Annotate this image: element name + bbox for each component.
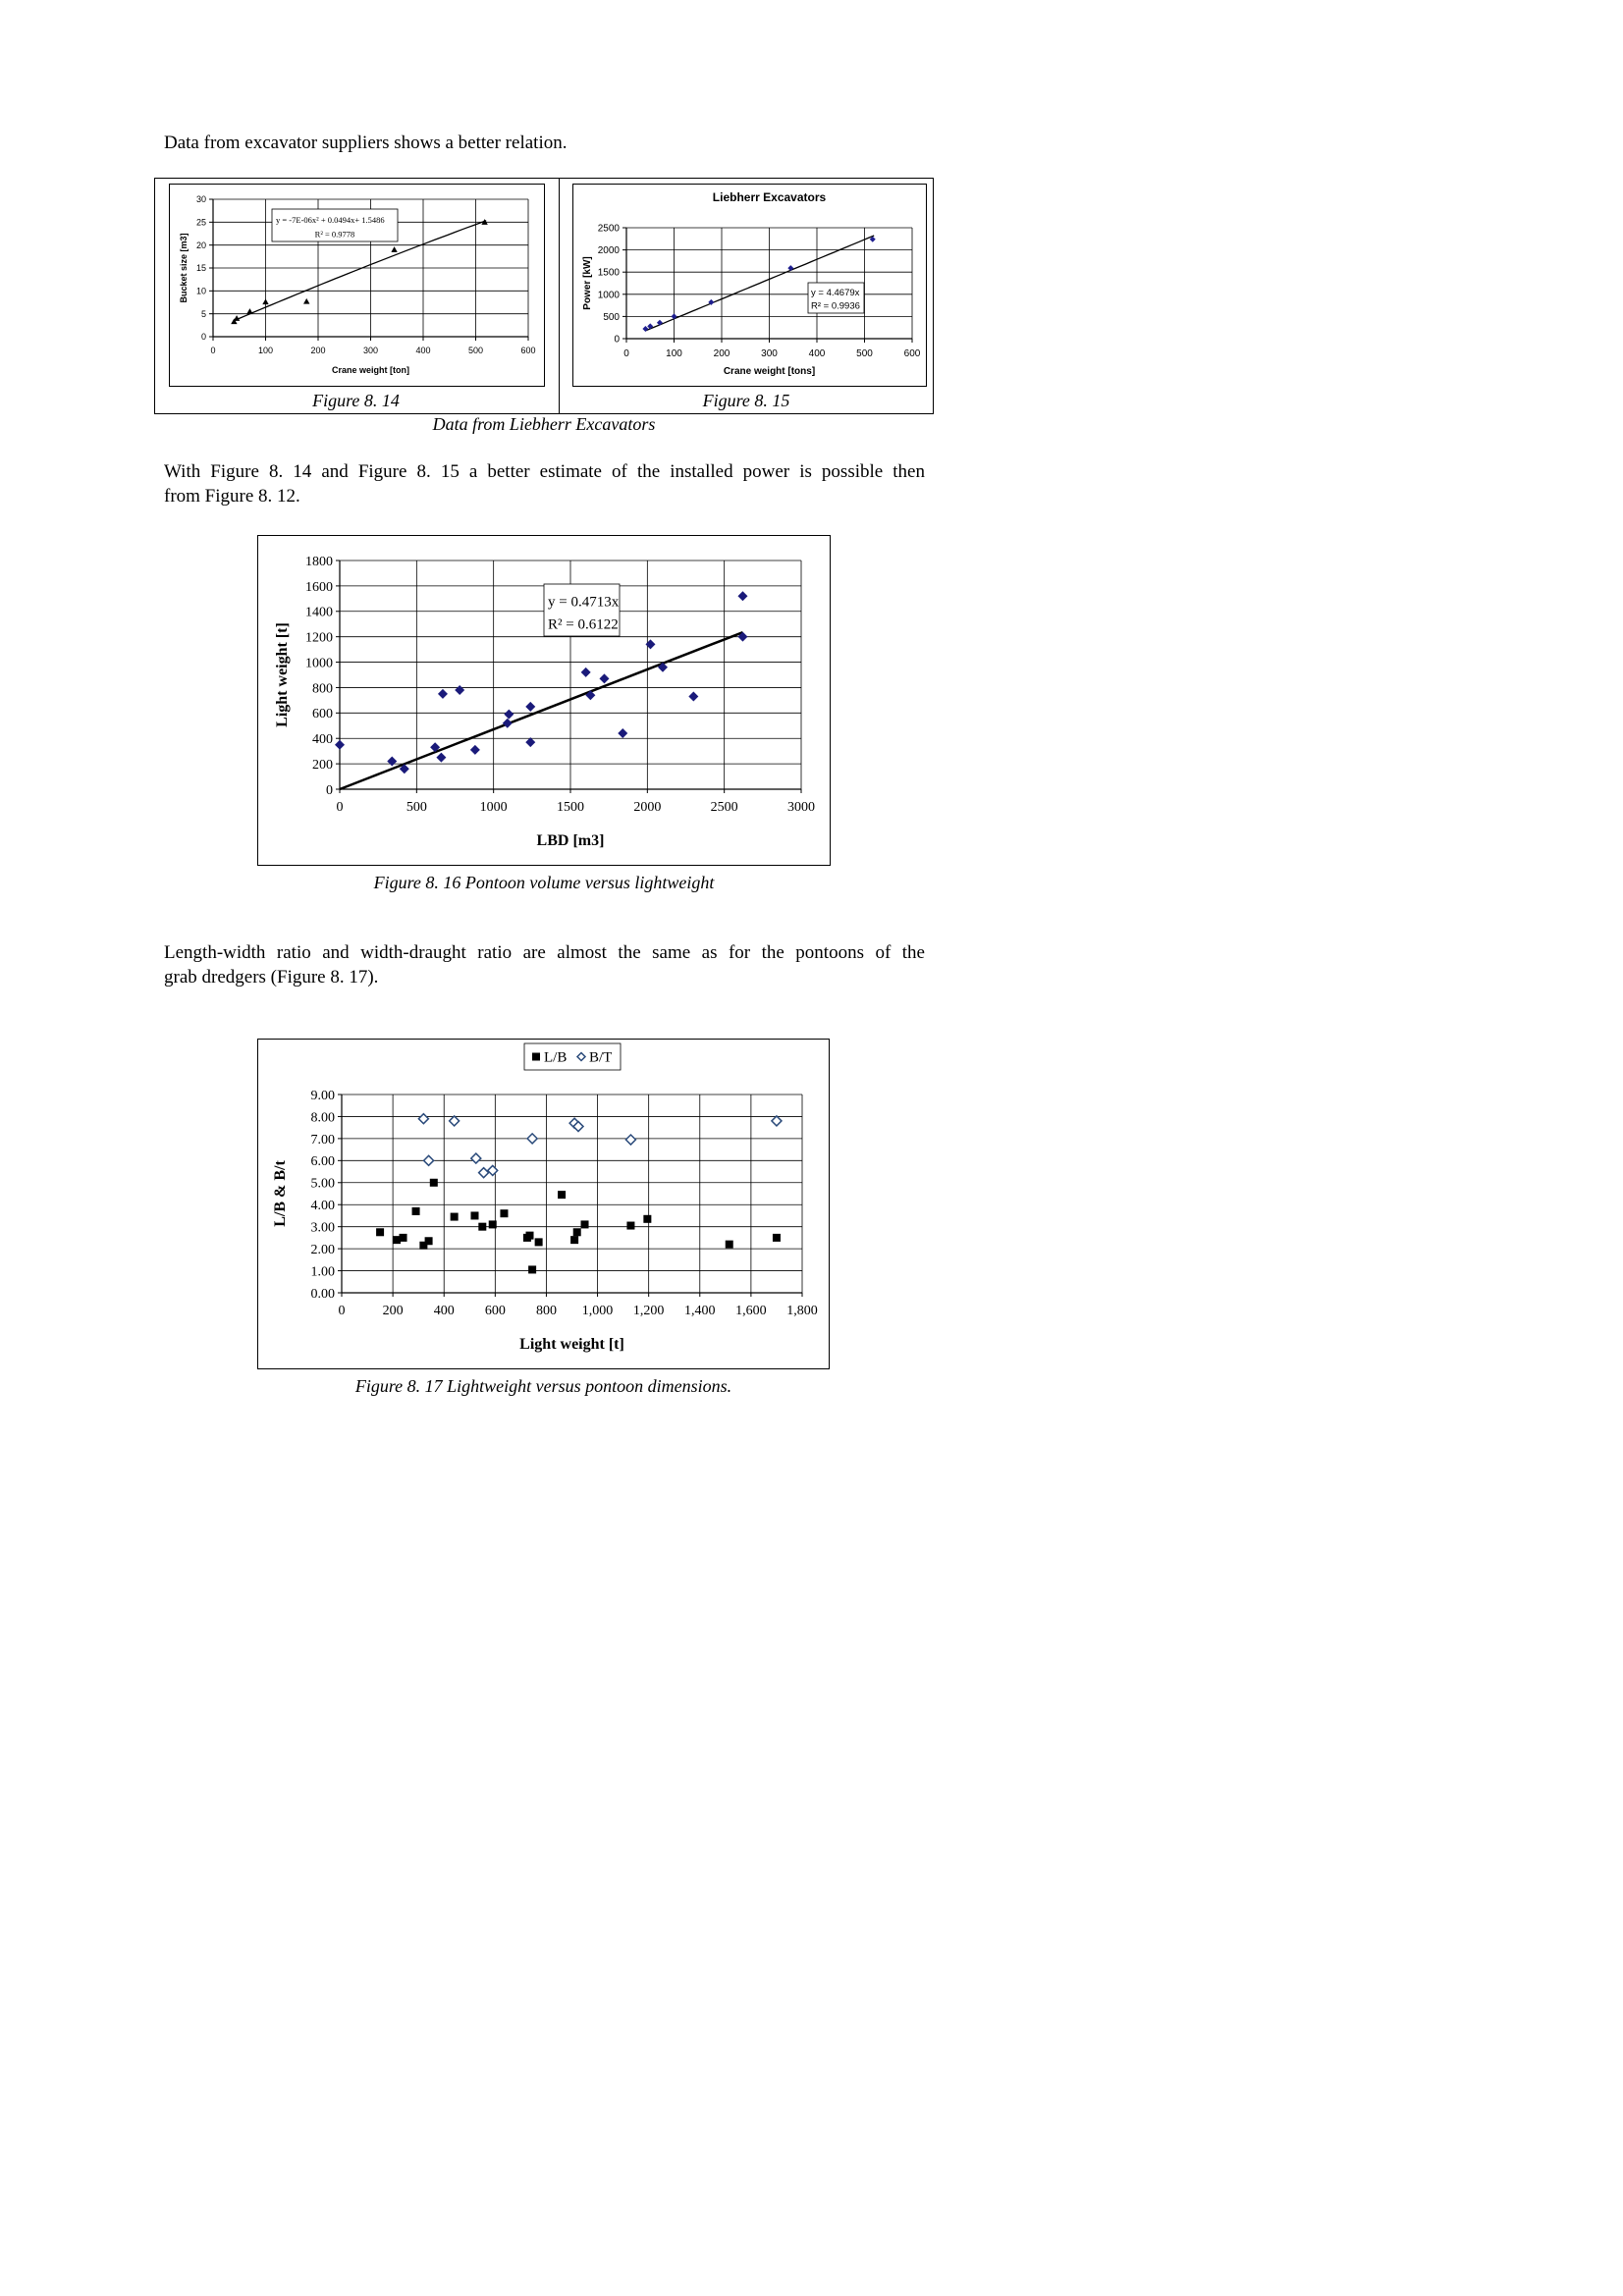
chart-title: Liebherr Excavators [712, 190, 827, 204]
data-point-lb [573, 1228, 581, 1236]
x-tick-label: 1500 [557, 800, 584, 815]
y-tick-label: 2.00 [310, 1243, 335, 1258]
paragraph-3-line-1: Length-width ratio and width-draught ratio are almost the same as for the pontoons of the [164, 942, 925, 963]
x-tick-label: 500 [406, 800, 427, 815]
x-tick-label: 3000 [787, 800, 815, 815]
x-tick-label: 100 [257, 346, 274, 355]
x-tick-label: 1,000 [581, 1304, 614, 1318]
x-tick-label: 2500 [710, 800, 738, 815]
y-axis-label: L/B & B/t [272, 1160, 289, 1227]
x-tick-label: 400 [808, 348, 826, 359]
paragraph-2-line-2: from Figure 8. 12. [164, 486, 300, 507]
data-point-lb [376, 1228, 384, 1236]
x-tick-label: 500 [856, 348, 873, 359]
data-point-lb [430, 1179, 438, 1187]
x-tick-label: 300 [761, 348, 778, 359]
y-tick-label: 1.00 [310, 1264, 335, 1280]
y-tick-label: 200 [312, 758, 333, 774]
data-point-lb [528, 1265, 536, 1273]
x-tick-label: 200 [310, 346, 326, 355]
x-tick-label: 800 [535, 1304, 557, 1318]
y-tick-label: 800 [312, 681, 333, 697]
x-tick-label: 200 [382, 1304, 404, 1318]
y-axis-label: Power [kW] [582, 256, 593, 310]
chart-figure-8-15 [572, 184, 927, 387]
equation-text: y = -7E-06x² + 0.0494x+ 1.5486 [276, 214, 385, 225]
data-point-lb [773, 1234, 781, 1242]
figure-8-17-caption: Figure 8. 17 Lightweight versus pontoon dimensions. [354, 1376, 732, 1396]
y-tick-label: 1800 [305, 554, 333, 569]
data-point-lb [412, 1207, 420, 1215]
x-tick-label: 1,200 [632, 1304, 665, 1318]
legend-marker [532, 1053, 540, 1061]
x-tick-label: 0 [338, 1304, 346, 1318]
y-tick-label: 400 [312, 732, 333, 748]
equation-text: y = 0.4713x [548, 594, 620, 611]
figure-8-15-caption: Figure 8. 15 [702, 391, 790, 410]
y-tick-label: 20 [195, 240, 206, 250]
y-tick-label: 1600 [305, 579, 333, 595]
data-point-lb [500, 1209, 508, 1217]
x-axis-label: Crane weight [ton] [332, 365, 409, 375]
y-tick-label: 600 [312, 707, 333, 722]
x-tick-label: 400 [415, 346, 431, 355]
data-point-lb [626, 1222, 634, 1230]
y-tick-label: 6.00 [310, 1154, 335, 1170]
r-squared-text: R² = 0.6122 [548, 616, 619, 633]
x-axis-label: Light weight [t] [519, 1336, 624, 1353]
data-point-lb [400, 1234, 407, 1242]
chart-frame [258, 1040, 830, 1369]
y-tick-label: 2000 [597, 245, 620, 257]
x-tick-label: 1,400 [684, 1304, 716, 1318]
x-tick-label: 500 [467, 346, 484, 355]
y-tick-label: 1000 [305, 656, 333, 671]
y-tick-label: 3.00 [310, 1220, 335, 1236]
x-tick-label: 2000 [633, 800, 662, 815]
data-point-lb [558, 1191, 566, 1199]
chart-figure-8-17 [257, 1039, 830, 1369]
paragraph-2-line-1: With Figure 8. 14 and Figure 8. 15 a better estimate of the installed power is possible then [164, 461, 925, 482]
y-axis-label: Light weight [t] [274, 622, 291, 727]
x-tick-label: 600 [520, 346, 536, 355]
data-point-lb [643, 1215, 651, 1223]
y-tick-label: 5 [200, 308, 206, 319]
y-tick-label: 1200 [305, 630, 333, 646]
figure-8-16-caption: Figure 8. 16 Pontoon volume versus lightweight [373, 873, 715, 892]
data-point-lb [451, 1213, 459, 1221]
y-tick-label: 7.00 [310, 1132, 335, 1148]
data-point-lb [581, 1220, 589, 1228]
y-tick-label: 25 [195, 217, 206, 228]
x-tick-label: 600 [484, 1304, 506, 1318]
paragraph-3-line-2: grab dredgers (Figure 8. 17). [164, 967, 379, 988]
data-point-lb [489, 1220, 497, 1228]
y-tick-label: 8.00 [310, 1110, 335, 1126]
x-tick-label: 200 [713, 348, 730, 359]
x-tick-label: 1000 [479, 800, 508, 815]
data-point-lb [470, 1211, 478, 1219]
x-axis-label: LBD [m3] [536, 832, 605, 849]
y-tick-label: 5.00 [310, 1176, 335, 1192]
chart-figure-8-16 [257, 535, 831, 866]
x-axis-label: Crane weight [tons] [723, 366, 816, 377]
y-axis-label: Bucket size [m3] [179, 233, 189, 303]
equation-text: y = 4.4679x [811, 288, 860, 299]
data-point-lb [425, 1237, 433, 1245]
x-tick-label: 0 [336, 800, 344, 815]
intro-paragraph: Data from excavator suppliers shows a better relation. [164, 133, 568, 153]
y-tick-label: 1000 [597, 290, 620, 301]
x-tick-label: 1,600 [735, 1304, 767, 1318]
x-tick-label: 300 [362, 346, 379, 355]
y-tick-label: 500 [603, 311, 620, 323]
r-squared-text: R² = 0.9936 [811, 300, 860, 312]
r-squared-text: R² = 0.9778 [314, 229, 355, 240]
y-tick-label: 1500 [597, 267, 620, 279]
y-tick-label: 0 [614, 334, 620, 346]
data-point-lb [526, 1232, 534, 1240]
legend-label: L/B [544, 1049, 568, 1066]
y-tick-label: 1400 [305, 605, 333, 620]
data-point-lb [535, 1238, 543, 1246]
x-tick-label: 1,800 [786, 1304, 818, 1318]
legend-label: B/T [589, 1049, 613, 1066]
table-divider [559, 179, 560, 413]
x-tick-label: 0 [623, 348, 629, 359]
y-tick-label: 15 [195, 263, 206, 274]
data-point-lb [726, 1241, 733, 1249]
y-tick-label: 0 [326, 782, 333, 798]
y-tick-label: 4.00 [310, 1199, 335, 1214]
y-tick-label: 0 [200, 332, 206, 343]
x-tick-label: 600 [903, 348, 921, 359]
figure-pair-caption: Data from Liebherr Excavators [432, 414, 656, 434]
x-tick-label: 400 [433, 1304, 455, 1318]
x-tick-label: 100 [666, 348, 682, 359]
data-point-lb [570, 1236, 578, 1244]
y-tick-label: 9.00 [310, 1088, 335, 1103]
y-tick-label: 0.00 [310, 1286, 335, 1302]
y-tick-label: 30 [195, 194, 206, 205]
y-tick-label: 10 [195, 286, 206, 296]
data-point-lb [478, 1223, 486, 1231]
chart-figure-8-14 [169, 184, 545, 387]
y-tick-label: 2500 [597, 223, 620, 235]
figure-8-14-caption: Figure 8. 14 [312, 391, 400, 410]
x-tick-label: 0 [210, 346, 216, 355]
